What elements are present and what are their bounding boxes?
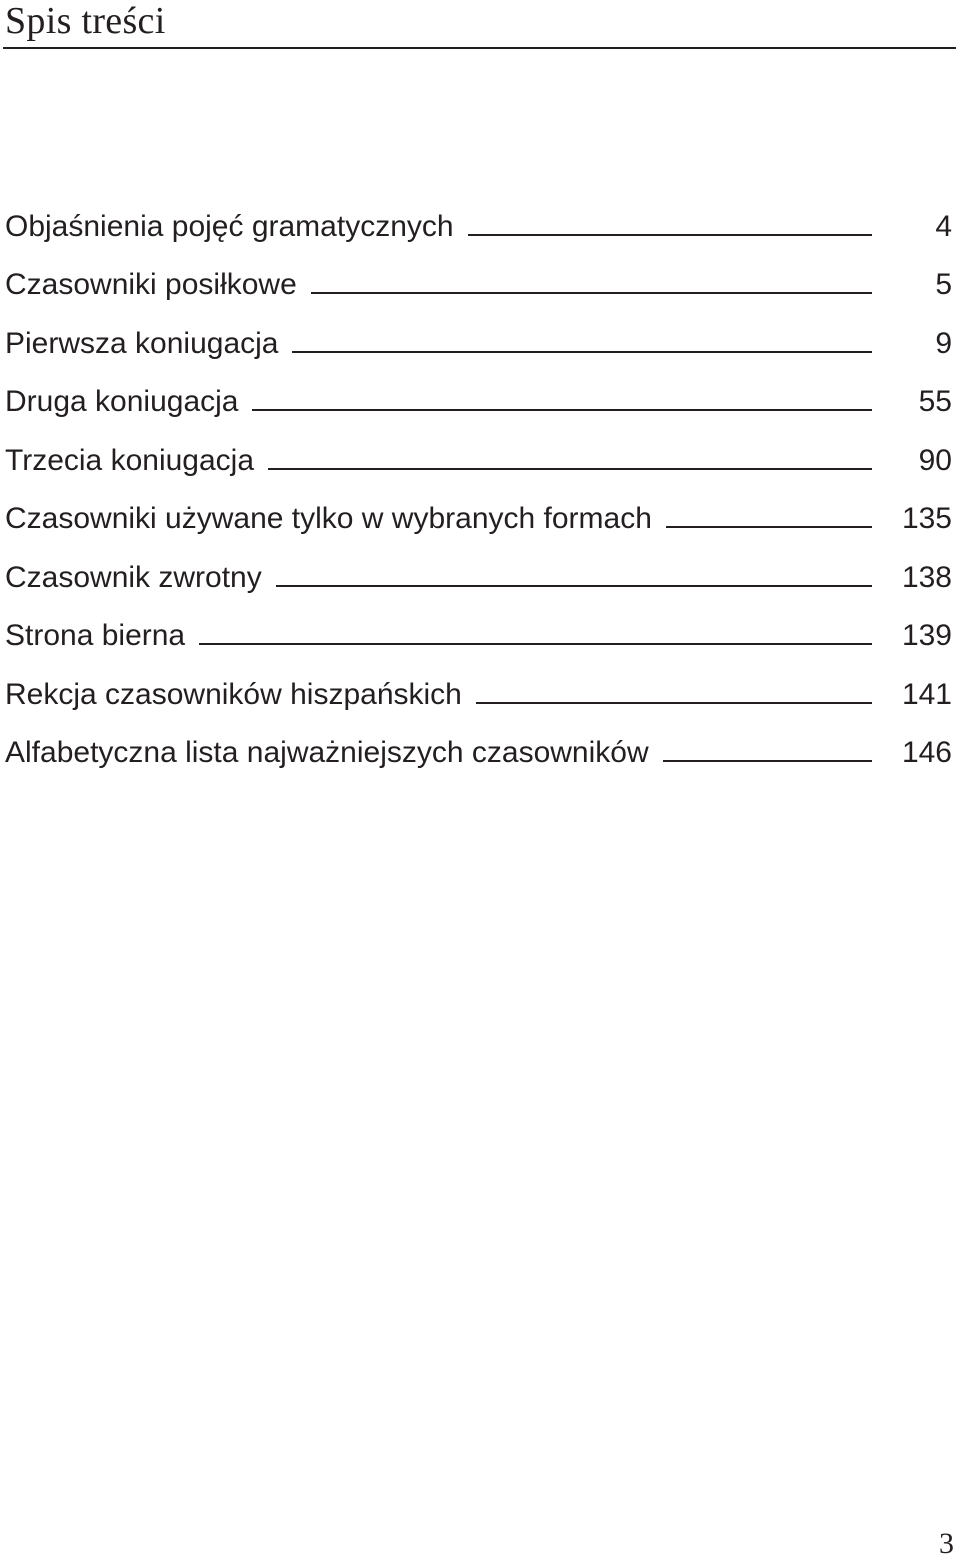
toc-entry[interactable] — [5, 366, 952, 425]
page-number: 3 — [939, 1527, 954, 1560]
toc-entry-page: 9 — [935, 326, 952, 360]
toc-entry-label: Objaśnienia pojęć gramatycznych — [5, 209, 454, 243]
toc-leader-line — [311, 292, 872, 294]
toc-leader-line — [199, 643, 872, 645]
toc-entry[interactable] — [5, 600, 952, 659]
toc-entry-label: Pierwsza koniugacja — [5, 326, 279, 360]
toc-entry-page: 146 — [901, 736, 952, 769]
toc-entry[interactable] — [5, 424, 952, 483]
toc-entry-page: 139 — [901, 619, 952, 652]
toc-entry-label: Rekcja czasowników hiszpańskich — [5, 677, 462, 711]
toc-leader-line — [292, 351, 872, 353]
toc-entry-page: 138 — [901, 560, 952, 594]
toc-entry-page: 141 — [901, 677, 952, 711]
toc-entry-page: 90 — [918, 443, 952, 477]
toc-entry-page: 135 — [901, 502, 952, 535]
toc-entry[interactable] — [5, 717, 952, 776]
toc-entry[interactable] — [5, 249, 952, 308]
toc-leader-line — [666, 526, 872, 528]
toc-leader-line — [468, 234, 872, 236]
toc-entry[interactable] — [5, 483, 952, 542]
toc-entry-label: Strona bierna — [5, 619, 186, 652]
toc-entry[interactable] — [5, 190, 952, 249]
toc-entry-label: Czasownik zwrotny — [5, 560, 262, 594]
toc-entry-label: Czasowniki posiłkowe — [5, 268, 297, 301]
toc-entry[interactable] — [5, 541, 952, 600]
toc-entry-page: 5 — [935, 268, 952, 301]
toc-entry-label: Trzecia koniugacja — [5, 443, 255, 477]
toc-leader-line — [476, 702, 872, 704]
toc-leader-line — [252, 409, 872, 411]
toc-entry[interactable] — [5, 307, 952, 366]
table-of-contents — [5, 190, 952, 775]
toc-leader-line — [268, 468, 872, 470]
page-title: Spis treści — [5, 0, 166, 42]
toc-entry[interactable] — [5, 658, 952, 717]
toc-entry-label: Czasowniki używane tylko w wybranych formach — [5, 502, 652, 535]
toc-entry-page: 4 — [935, 209, 952, 243]
toc-entry-page: 55 — [918, 385, 952, 418]
toc-entry-label: Druga koniugacja — [5, 385, 239, 418]
title-divider — [3, 47, 956, 49]
toc-leader-line — [276, 585, 872, 587]
toc-entry-label: Alfabetyczna lista najważniejszych czasowników — [5, 736, 649, 769]
toc-leader-line — [663, 760, 872, 762]
